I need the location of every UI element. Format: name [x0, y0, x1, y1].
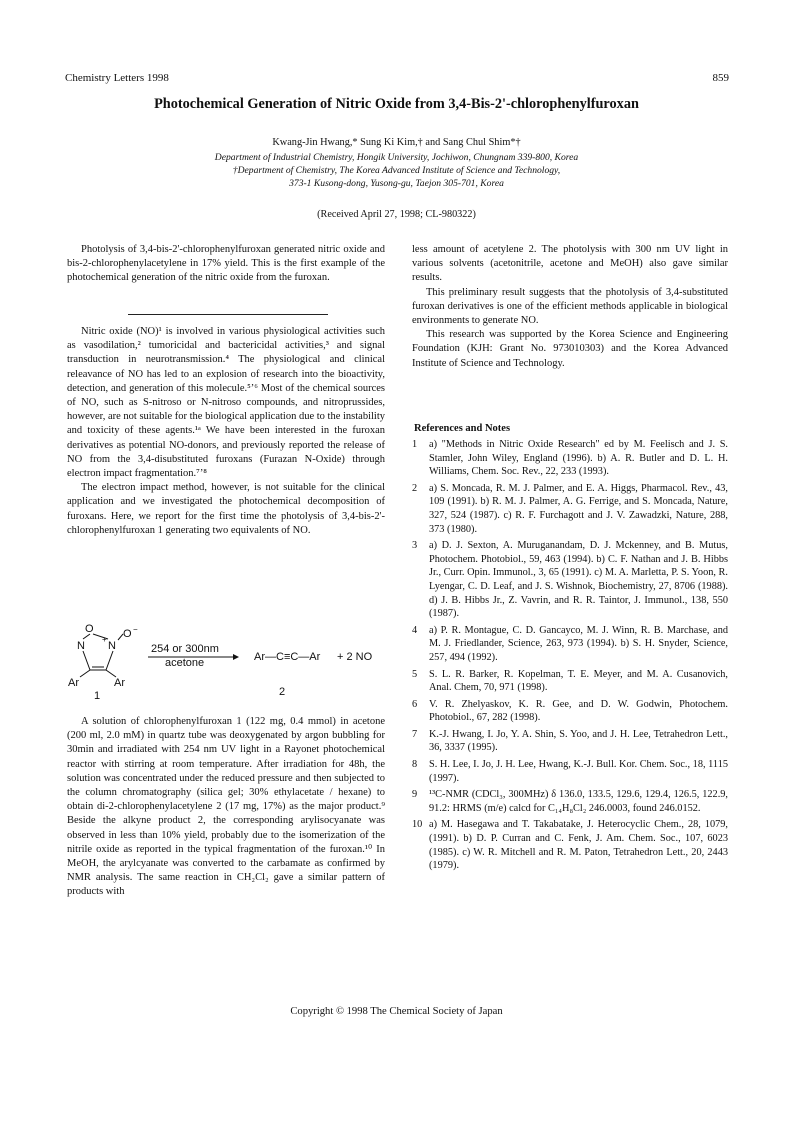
abstract-divider [128, 314, 328, 315]
affiliation-3: 373-1 Kusong-dong, Yusong-gu, Taejon 305-701, Korea [289, 178, 504, 189]
reference-text: a) "Methods in Nitric Oxide Research" ed by M. Feelisch and J. S. Stamler, John Wiley, England (1996). b) A. R. Butler and D. L. H. Williams, Chem. Soc. Rev., 22, 233 (1993). [429, 439, 728, 478]
right-paragraph-1: less amount of acetylene 2. The photolysis with 300 nm UV light in various solvents (acetonitrile, acetone and MeOH) also gave similar results. [412, 244, 728, 284]
reference-text: S. H. Lee, I. Jo, J. H. Lee, Hwang, K.-J. Bull. Kor. Chem. Soc., 18, 1115 (1997). [429, 759, 728, 784]
scheme-product: Ar—C≡C—Ar [254, 651, 321, 663]
reference-number: 10 [412, 819, 423, 831]
reference-item [412, 668, 728, 695]
reference-item [412, 788, 728, 815]
intro-paragraph-1: Nitric oxide (NO)¹ is involved in various physiological activities such as vasodilation,² tumoricidal and bactericidal activities,³ and signal transduction in neurotransmission.⁴ The physiological and clinical releavance of NO has led to an explosion of research into the bioactivity, detection, and generation of this molecule.⁵ʼ⁶ Most of the chemical sources of NO, such as S-nitroso or N-nitroso compounds, and nitroprussides, however, are not suitable for the biological application due to the instability and toxicity of these agents.¹ᵃ We have been interested in the furoxan derivatives as potential NO-donors, and previously reported the release of NO from the 3,4-disubstituted furoxans (Furazan N-Oxide) through electron impact fragmentation.⁷ʼ⁸ [67, 326, 385, 480]
affiliation-2: †Department of Chemistry, The Korea Advanced Institute of Science and Technology, [232, 165, 561, 176]
references-heading: References and Notes [414, 423, 511, 434]
experimental-paragraph: A solution of chlorophenylfuroxan 1 (122 mg, 0.4 mmol) in acetone (200 ml, 2.0 mM) in quartz tube was deoxygenated by argon bubbling for 30min and irradiated with 254 nm UV light in a Rayonet photochemical reactor with stirring at room temperature. After irradiation for 48h, the solution was concentrated under the reduced pressure and then subjected to the column chromatography (silica gel; 30% ethylacetate / hexane) to obtain di-2-chlorophenylacetylene 2 (17 mg, 17%) as the major product.⁹ Beside the alkyne product 2, the corresponding arylisocyanate was observed in less than 10% yield, probably due to the isomerization of the nitrile oxide as reported in the typical fragmentation of the furoxan.¹⁰ In MeOH, the arylcyanate was converted to the carbamate as confirmed by NMR analysis. The same reaction in CH₂Cl₂ gave a similar pattern of products with [67, 716, 385, 898]
reaction-scheme [65, 620, 395, 715]
scheme-label-1: 1 [94, 690, 101, 702]
arrow-head [233, 654, 239, 660]
reference-text: a) D. J. Sexton, A. Muruganandam, D. J. Mckenney, and B. Mutus, Photochem. Photobiol., 59, 463 (1994). b) C. F. Nathan and J. B. Hibbs Jr., Curr. Opin. Immunol., 3, 65 (1991). c) M. A. Marletta, P. S. Yoon, R. Lyengar, C. D. Leaf, and J. S. Wishnok, Biochemistry, 27, 8706 (1988). d) J. B. Hibbs Jr., Z. Vavrin, and R. R. Taintor, J. Immunol., 138, 550 (1987). [429, 540, 728, 620]
reference-number: 4 [412, 624, 418, 636]
reference-item [412, 438, 728, 479]
body-experimental [67, 715, 385, 900]
reference-text: S. L. R. Barker, R. Kopelman, T. E. Meyer, and M. A. Cusanovich, Anal. Chem, 70, 971 (1998). [429, 668, 728, 694]
reference-text: V. R. Zhelyaskov, K. R. Gee, and D. W. Godwin, Photochem. Photobiol., 67, 282 (1998). [429, 698, 728, 724]
reference-number: 1 [412, 439, 418, 450]
reference-text: a) M. Hasegawa and T. Takabatake, J. Heterocyclic Chem., 28, 1079, (1991). b) D. P. Curran and C. Fenk, J. Am. Chem. Soc., 107, 6023 (1985). c) W. R. Mitchell and R. M. Paton, Tetrahedron Lett., 20, 2443 (1979). [429, 819, 728, 872]
reference-text: a) P. R. Montague, C. D. Gancayco, M. J. Winn, R. B. Marchase, and M. J. Friedlander, Science, 263, 973 (1994). b) S. H. Snyder, Science, 257, 494 (1992). [429, 624, 728, 663]
reference-number: 6 [412, 698, 418, 710]
reference-text: ¹³C-NMR (CDCl₃, 300MHz) δ 136.0, 133.5, 129.6, 129.4, 126.5, 122.9, 91.2: HRMS (m/e) calcd for C₁₄H₈Cl₂ 246.0003, found 246.0152. [429, 789, 728, 814]
right-column [412, 243, 728, 371]
left-column [67, 243, 385, 286]
journal-name: Chemistry Letters 1998 [65, 72, 169, 84]
reference-item [412, 624, 728, 665]
scheme-atom-o: O [85, 623, 94, 635]
reference-text: a) S. Moncada, R. M. J. Palmer, and E. A. Higgs, Pharmacol. Rev., 43, 109 (1991). b) R. M. J. Palmer, A. G. Ferrige, and S. Moncada, Nature, 327, 524 (1987). c) R. F. Furchagott and J. V. Zawadzki, Nature, 288, 373 (1980). [429, 482, 728, 535]
reference-text: K.-J. Hwang, I. Jo, Y. A. Shin, S. Yoo, and J. H. Lee, Tetrahedron Lett., 36, 3337 (1995). [429, 728, 728, 754]
reference-number: 5 [412, 668, 418, 680]
right-paragraph-2: This preliminary result suggests that the photolysis of 3,4-substituted furoxan derivatives is one of the efficient methods applicable in biological environments to generate NO. [412, 286, 728, 327]
reference-number: 8 [412, 759, 418, 771]
author-list: Kwang-Jin Hwang,* Sung Ki Kim,† and Sang Chul Shim*† [272, 137, 521, 148]
reference-item [412, 698, 728, 725]
intro-paragraph-2: The electron impact method, however, is not suitable for the clinical application and we investigated the photochemical decomposition of furoxans. Here, we report for the first time the photolysis of 3,4-bis-2'-chlorophenylfuroxan 1 generating two equivalents of NO. [67, 482, 385, 536]
page-number: 859 [712, 72, 729, 84]
scheme-atom-n-left: N [77, 640, 85, 652]
received-date: (Received April 27, 1998; CL-980322) [317, 209, 476, 220]
reference-item [412, 758, 728, 785]
acknowledgement: This research was supported by the Korea Science and Engineering Foundation (KJH: Grant No. 973010303) and the Korea Advanced Institute of Science and Technology. [412, 329, 728, 369]
reference-item [412, 482, 728, 536]
scheme-reagent-top: 254 or 300nm [151, 643, 219, 655]
reference-item [412, 728, 728, 755]
scheme-ar-right: Ar [114, 677, 125, 689]
scheme-ar-left: Ar [68, 677, 79, 689]
reference-number: 2 [412, 482, 418, 494]
reference-item [412, 818, 728, 872]
scheme-plus-sign: + [102, 635, 107, 644]
affiliation-1: Department of Industrial Chemistry, Hongik University, Jochiwon, Chungnam 339-800, Korea [214, 152, 579, 163]
reference-number: 7 [412, 728, 418, 740]
scheme-o-minus: O [123, 628, 132, 640]
reference-number: 3 [412, 540, 418, 552]
references-list [412, 438, 728, 876]
copyright: Copyright © 1998 The Chemical Society of Japan [290, 1006, 503, 1017]
scheme-minus-sign: − [133, 625, 138, 634]
body-intro [67, 325, 385, 538]
reference-item [412, 539, 728, 621]
abstract: Photolysis of 3,4-bis-2'-chlorophenylfuroxan generated nitric oxide and bis-2-chlorophenylacetylene in 17% yield. This is the first example of the photochemical generation of the nitric oxide from the furoxan. [67, 244, 385, 284]
scheme-atom-n-right: N [108, 640, 116, 652]
reference-number: 9 [412, 789, 418, 801]
paper-title: Photochemical Generation of Nitric Oxide from 3,4-Bis-2'-chlorophenylfuroxan [154, 96, 639, 112]
scheme-plus-no: + 2 NO [337, 651, 373, 663]
scheme-reagent-bottom: acetone [165, 657, 205, 669]
scheme-label-2: 2 [279, 686, 286, 698]
